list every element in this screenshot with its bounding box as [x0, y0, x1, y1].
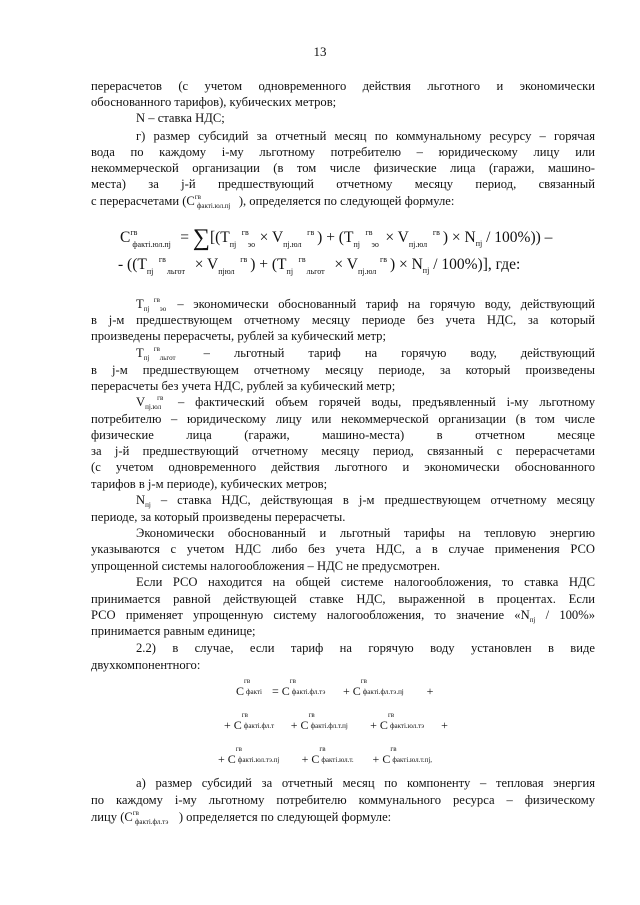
superscript: гв: [153, 296, 160, 304]
superscript: гв: [235, 745, 242, 753]
text-line: принимается равным единице;: [91, 624, 256, 638]
superscript: гв: [194, 193, 201, 201]
formula-symbol: / 100%)], где:: [429, 256, 521, 273]
formula-symbol: × V: [334, 256, 358, 273]
sigma-symbol: ∑: [192, 225, 210, 251]
subscript: пj: [145, 501, 151, 509]
superscript: гв: [241, 711, 248, 719]
formula-symbol: ) + (T: [250, 256, 287, 273]
formula-symbol: + C: [218, 752, 236, 766]
text-line: по каждому i-му льготному потребителю коммунального ресурса – физическому: [91, 793, 595, 807]
text-line: [91, 193, 595, 209]
text-line: [91, 296, 595, 312]
subscript: пj: [286, 267, 294, 276]
subscript: льгот: [166, 267, 185, 276]
superscript: гв: [130, 228, 138, 237]
formula-symbol: - ((T: [118, 256, 147, 273]
subscript: пj: [475, 239, 483, 248]
text-line: перерасчеты без учета НДС, рублей за кубический метр;: [91, 379, 396, 393]
subscript: факті.юл.т.пj,: [392, 756, 433, 764]
text-line: места) за j-й предшествующий отчетному месяцу период, связанный: [91, 177, 595, 191]
formula-row: [236, 677, 434, 699]
formula-symbol: +: [438, 718, 448, 732]
subscript: эо: [247, 240, 256, 249]
text-line: а) размер субсидий за отчетный месяц по компоненту – тепловая энергия: [136, 776, 595, 790]
subscript: пj: [529, 616, 536, 624]
subscript: эо: [371, 240, 379, 249]
text-line: 2.2) в случае, если тариф на горячую воду установлен в виде: [136, 641, 595, 655]
superscript: гв: [319, 745, 326, 753]
text-line: указываются с учетом НДС либо без учета НДС, а в случае применения РСО: [91, 542, 595, 556]
superscript: гв: [240, 255, 248, 264]
subscript: пj.юл: [357, 267, 377, 276]
text-line: N – ставка НДС;: [136, 111, 225, 125]
superscript: гв: [432, 228, 440, 237]
subscript: факті: [246, 688, 262, 696]
superscript: гв: [289, 677, 296, 685]
formula-symbol: N: [136, 493, 146, 507]
subscript: факті.юл.тэ.пj: [237, 756, 280, 764]
text-line: [91, 345, 595, 361]
formula-symbol: + C: [339, 684, 361, 698]
text-segment: – экономически обоснованный тариф на горячую воду, действующий: [167, 297, 595, 311]
formula-symbol: T: [136, 297, 144, 311]
formula-symbol: =: [180, 229, 189, 246]
subscript: факті.фл.т.пj: [310, 722, 348, 730]
text-segment: лицу (C: [91, 810, 133, 824]
superscript: гв: [379, 255, 387, 264]
subscript: эо: [159, 305, 167, 313]
subscript: пj: [422, 266, 430, 275]
text-line: за j-й предшествующий отчетному месяцу период, связанный с перерасчетами: [91, 444, 595, 458]
subscript: пj: [353, 240, 360, 249]
formula-row: [224, 711, 448, 733]
text-line: г) размер субсидий за отчетный месяц по коммунальному ресурсу – горячая: [136, 129, 595, 143]
subscript: факті.юл.т.: [321, 756, 354, 764]
text-segment: / 100%»: [535, 608, 595, 622]
formula-symbol: ) × N: [442, 229, 476, 246]
subscript: пj.юл: [145, 403, 162, 411]
text-segment: ), определяется по следующей формуле:: [238, 194, 455, 208]
subscript: факті.фл.тэ: [134, 818, 169, 826]
subscript: пj: [143, 305, 150, 313]
superscript: гв: [390, 745, 397, 753]
formula-symbol: C: [120, 229, 131, 246]
formula-line: [118, 256, 520, 274]
formula-symbol: × V: [259, 229, 284, 246]
page-number: 13: [313, 44, 327, 59]
text-line: [91, 492, 595, 510]
subscript: факті.юл.тэ: [389, 722, 425, 730]
text-line: Экономически обоснованный и льготный тарифы на тепловую энергию: [136, 526, 595, 540]
subscript: факті.юл.пj: [196, 202, 231, 210]
text-segment: – льготный тариф на горячую воду, действующий: [179, 346, 595, 360]
subscript: факті.фл.тэ: [291, 688, 326, 696]
superscript: гв: [308, 711, 315, 719]
formula-symbol: × V: [194, 256, 219, 273]
formula-symbol: + C: [298, 752, 320, 766]
formula-symbol: + C: [224, 718, 242, 732]
subscript: пjюл: [218, 267, 235, 276]
text-line: вода по каждому i-му льготному потребителю – юридическому лицу или: [91, 145, 595, 159]
text-line: в j-м предшествующем отчетному месяцу периоде без учета НДС, за который: [91, 313, 595, 327]
text-line: упрощенной системы налогообложения – НДС не предусмотрен.: [91, 559, 440, 573]
subscript: пj: [146, 267, 154, 276]
formula-symbol: C: [236, 684, 245, 698]
formula-symbol: V: [136, 395, 146, 409]
superscript: гв: [241, 228, 249, 237]
superscript: гв: [157, 394, 164, 402]
subscript: пj: [229, 240, 237, 249]
text-line: двухкомпонентного:: [91, 658, 201, 672]
text-line: (с учетом одновременного действия льготного и экономически обоснованного: [91, 460, 595, 474]
formula-symbol: [(T: [209, 229, 230, 246]
text-line: потребителю – юридическому лицу или некоммерческой организации (в том числе: [91, 412, 595, 426]
formula-symbol: + C: [287, 718, 309, 732]
superscript: гв: [360, 677, 367, 685]
text-segment: ) определяется по следующей формуле:: [178, 810, 392, 824]
formula-symbol: / 100%)) –: [482, 229, 553, 246]
formula-symbol: ) × N: [389, 256, 423, 273]
text-line: [91, 394, 595, 410]
superscript: гв: [244, 677, 251, 685]
subscript: льгот: [159, 354, 176, 362]
formula-symbol: ) + (T: [317, 229, 354, 246]
subscript: льгот: [306, 267, 325, 276]
superscript: гв: [307, 228, 315, 237]
text-line: тарифов в j-м периоде), кубических метров;: [91, 477, 328, 491]
subscript: пj.юл: [408, 240, 428, 249]
formula-symbol: + C: [367, 718, 388, 732]
formula-symbol: +: [423, 684, 434, 698]
formula-symbol: T: [136, 346, 144, 360]
subscript: факті.фл.т: [243, 722, 275, 730]
superscript: гв: [132, 809, 139, 817]
text-line: Если РСО находится на общей системе налогообложения, то ставка НДС: [136, 575, 595, 589]
formula-symbol: + C: [369, 752, 391, 766]
text-line: в j-м предшествующем отчетному месяцу периоде, за который произведены: [91, 363, 595, 377]
formula-row: [218, 745, 453, 767]
text-segment: – фактический объем горячей воды, предъявленный i-му льготному: [167, 395, 595, 409]
formula-line: [120, 222, 552, 249]
text-line: физические лица (гаражи, машино-места) в отчетном месяце: [91, 428, 595, 442]
text-line: [91, 809, 595, 825]
text-segment: с перерасчетами (C: [91, 194, 195, 208]
superscript: гв: [158, 255, 166, 264]
superscript: гв: [153, 345, 160, 353]
text-line: принимается равной действующей ставке НДС, выраженной в процентах. Если: [91, 592, 595, 606]
subscript: пj.юл: [283, 240, 302, 249]
formula-symbol: × V: [385, 229, 409, 246]
text-line: периоде, за который произведены перерасчеты.: [91, 510, 346, 524]
text-segment: – ставка НДС, действующая в j-м предшествующем отчетному месяцу: [150, 493, 595, 507]
superscript: гв: [387, 711, 395, 719]
formula-symbol: = C: [269, 684, 290, 698]
text-line: перерасчетов (с учетом одновременного действия льготного и экономически: [91, 79, 595, 93]
text-line: произведены перерасчеты, рублей за кубический метр;: [91, 329, 386, 343]
subscript: факті.юл.пj: [132, 240, 171, 249]
subscript: факті.фл.тэ.пj: [362, 688, 404, 696]
superscript: гв: [365, 228, 373, 237]
text-segment: РСО применяет упрощенную систему налогообложения, то значение «N: [91, 608, 530, 622]
subscript: пj: [143, 354, 150, 362]
text-line: обоснованного тарифов), кубических метров;: [91, 95, 337, 109]
text-line: некоммерческой организации (в том числе физические лица (гаражи, машино-: [91, 161, 595, 175]
superscript: гв: [298, 255, 306, 264]
